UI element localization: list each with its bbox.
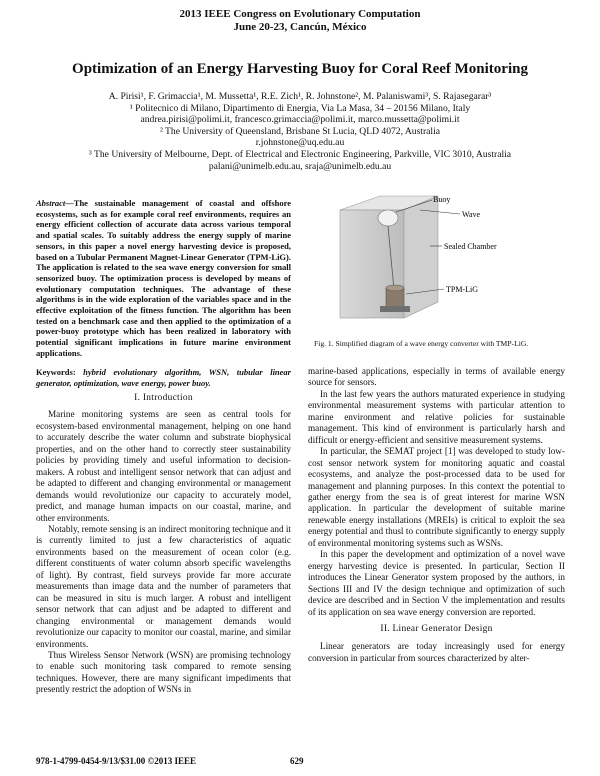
- keywords-label: Keywords:: [36, 367, 76, 377]
- label-buoy: Buoy: [433, 195, 451, 204]
- abstract-label: Abstract: [36, 198, 66, 208]
- paragraph: marine-based applications, especially in terms of available energy source for sensors.: [308, 366, 565, 388]
- affiliation-2-email: r.johnstone@uq.edu.au: [255, 137, 345, 149]
- box-side: [404, 196, 438, 318]
- paper-title: Optimization of an Energy Harvesting Buoy for Coral Reef Monitoring: [72, 61, 528, 77]
- page-number: 629: [290, 756, 304, 766]
- affiliation-1-email: andrea.pirisi@polimi.it, francesco.grimaccia@polimi.it, marco.mussetta@polimi.it: [140, 114, 460, 126]
- section-heading-introduction: I. Introduction: [134, 393, 193, 403]
- affiliation-1: ¹ Politecnico di Milano, Dipartimento di Energia, Via La Masa, 34 – 20156 Milano, Italy: [129, 102, 471, 114]
- keywords: [36, 367, 291, 388]
- affiliation-2: ² The University of Queensland, Brisbane St Lucia, QLD 4072, Australia: [159, 125, 441, 137]
- paragraph: In this paper the development and optimization of a novel wave energy harvesting device is presented. In particular, Section II introduces the Linear Generator system proposed by the authors, in Sections III and IV the design technique and optimization of such device are described and in Section V the implementation and results of its application on sea wave energy conversion are reported.: [308, 549, 565, 617]
- section-heading-linear-generator: II. Linear Generator Design: [380, 623, 493, 634]
- label-wave: Wave: [462, 210, 481, 219]
- author-names: A. Pirisi¹, F. Grimaccia¹, M. Mussetta¹, R.E. Zich¹, R. Johnstone², M. Palaniswami³, S. Rajasegarar³: [108, 91, 492, 102]
- paragraph: In particular, the SEMAT project [1] was developed to study low-cost sensor network system for monitoring aquatic and coastal ecosystems, and analyze the post-processed data to be used for management and planning purposes. In this context the potential to gather energy from the sea is of great interest for marine WSN application. In particular the development of suitable marine renewable energy installations (MREIs) is critical to exploit the sea energy potential and thusl to contribute significantly to energy supply of environmental monitoring systems such as WSNs.: [308, 446, 565, 548]
- paragraph: Thus Wireless Sensor Network (WSN) are promising technology to enable such monitoring task compared to remote sensing techniques. However, there are many significant impediments that presently restrict the adoption of WSNs in: [36, 649, 291, 695]
- paragraph: Linear generators are today increasingly used for energy conversion in particular from sources characterized by alter-: [308, 641, 565, 663]
- footer-isbn: 978-1-4799-0454-9/13/$31.00 ©2013 IEEE: [36, 756, 196, 766]
- affiliation-3: ³ The University of Melbourne, Dept. of Electrical and Electronic Engineering, Parkville, VIC 3010, Australia: [88, 148, 512, 160]
- abstract: [36, 198, 291, 359]
- paragraph: Notably, remote sensing is an indirect monitoring technique and it is currently limited to just a few characteristics of aquatic environments based on the measurement of ocean color (e.g. different constituents of water column absorb specific wavelengths of light). By contrast, field surveys provide far more accurate measurements than image data and the number of parameters that can be measured in situ is much larger. A robust and intelligent sensor network that can adjust and be adapted to different and changing environmental or management demands would revolutionize our capacity to monitor our coastal, marine, and similar environments.: [36, 523, 291, 649]
- label-tpm-lig: TPM-LiG: [446, 285, 478, 294]
- paragraph: Marine monitoring systems are seen as central tools for ecosystem-based environmental management, helping on one hand to accurately describe the water column and substrate biophysical properties, and on the other hand to correctly steer sustainability policies by providing timely and useful information to decision-makers. A robust and intelligent sensor network that can adjust and be adapted to different and changing environmental or management demands would revolutionize our capacity to accurately model, predict, and manage human impacts on our coastal, marine, and other environments.: [36, 409, 291, 523]
- figure-caption: Fig. 1. Simplified diagram of a wave energy converter with TMP-LiG.: [314, 339, 529, 348]
- generator-base: [380, 306, 410, 312]
- conference-dates: June 20-23, Cancún, México: [233, 21, 367, 33]
- keywords-text: hybrid evolutionary algorithm, WSN, tubular linear generator, optimization, wave energy, power buoy.: [36, 367, 291, 388]
- figure-wave-energy-converter: [320, 190, 500, 330]
- generator-top: [386, 285, 404, 291]
- author-block: [0, 91, 600, 172]
- right-column-body: [308, 366, 565, 664]
- abstract-text: —The sustainable management of coastal and offshore ecosystems, such as for example coral reef environments, requires an energy efficient collection of accurate data across various temporal and spatial scales. To suitably address the energy supply of marine sensors, in this paper a novel energy harvesting device is proposed, based on a Tubular Permanent Magnet-Linear Generator (TPM-LiG). The application is related to the sea wave energy conversion for small sensorized buoy. The optimization process is developed by means of evolutionary computation techniques. The advantage of these algorithms is in the wide exploration of the variables space and in the effective exploitation of the fitness function. The algorithm has been tested on a benchmark case and then applied to the optimization of a power-buoy prototype which has been realized in laboratory with potential significant implications in future marine environment applications.: [36, 198, 291, 358]
- left-column-body: [36, 393, 291, 696]
- paragraph: In the last few years the authors maturated experience in studying environmental measurement systems with particular attention to marine environment and relative policies for sustainable management. This kind of environment is particularly harsh and difficult or energy-efficient and sensitive measurement systems.: [308, 388, 565, 445]
- conference-name: 2013 IEEE Congress on Evolutionary Computation: [179, 8, 421, 20]
- buoy-shape: [378, 210, 398, 226]
- affiliation-3-email: palani@unimelb.edu.au, sraja@unimelb.edu.au: [208, 160, 392, 172]
- label-sealed-chamber: Sealed Chamber: [444, 242, 497, 251]
